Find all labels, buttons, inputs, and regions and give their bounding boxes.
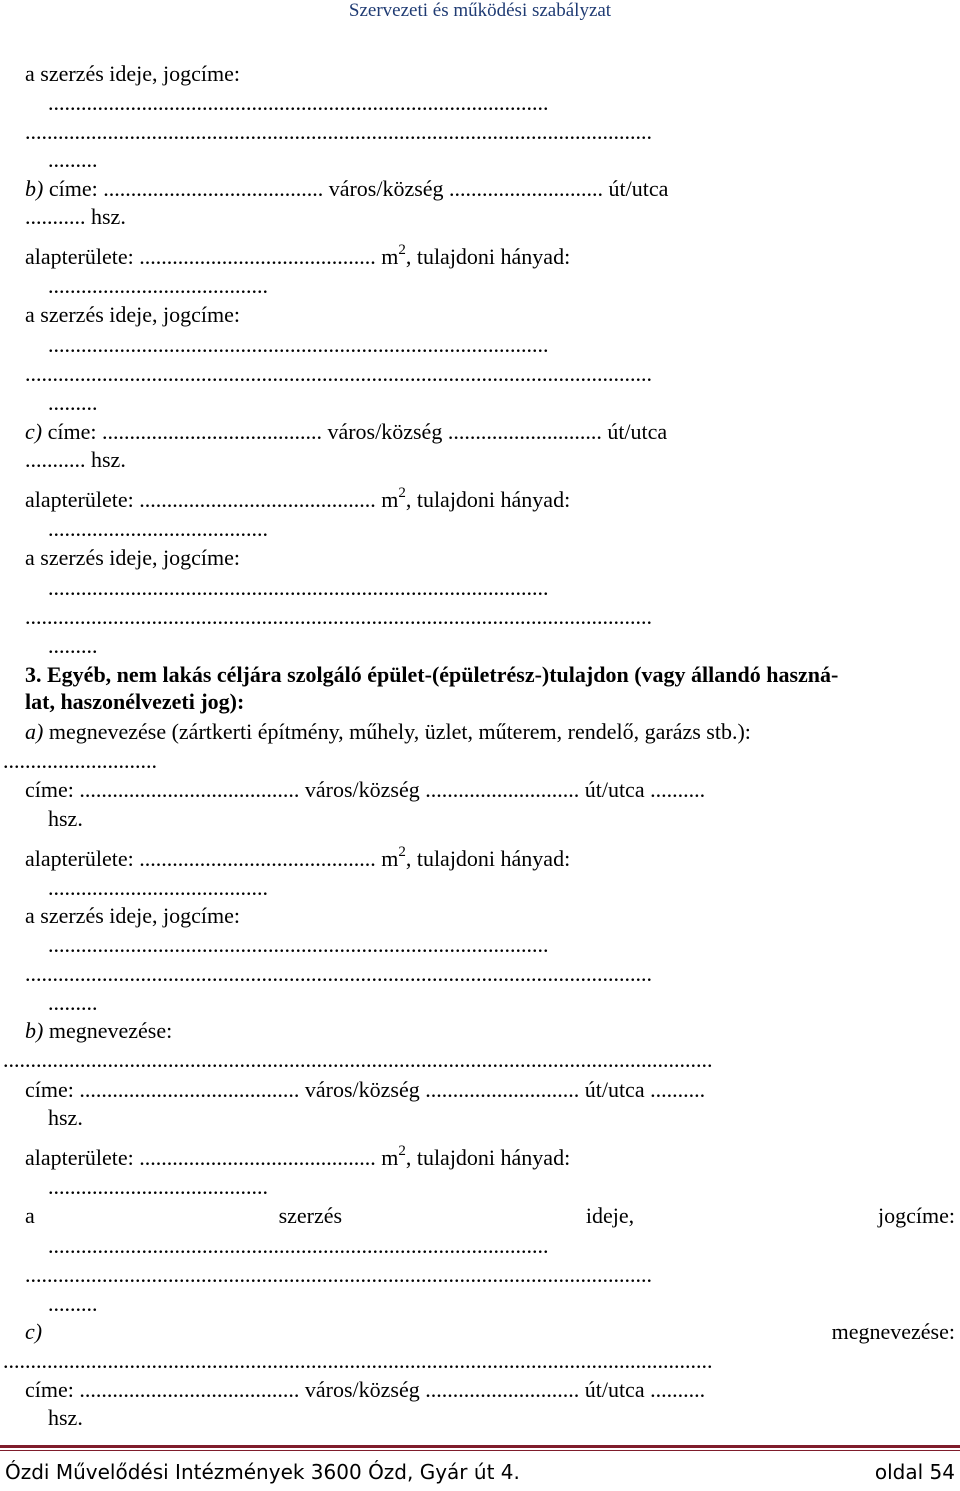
area-text: alapterülete: ........................................... m <box>25 244 399 269</box>
superscript: 2 <box>398 242 406 258</box>
area-line <box>25 845 570 873</box>
share-text: , tulajdoni hányad: <box>405 487 571 512</box>
item-label-c: c) <box>25 419 43 444</box>
dotted-line: ................................................................................................................................. <box>3 1047 713 1072</box>
footer-rule-thin <box>0 1450 960 1451</box>
dotted-line: ............................ <box>3 748 157 773</box>
address-line-b <box>25 175 668 203</box>
address-text: címe: ........................................ város/község ............................ út/utca <box>42 419 668 444</box>
dotted-line: .................................................................................................................. <box>25 604 652 629</box>
superscript: 2 <box>398 1143 406 1159</box>
dotted-line: ........................................ <box>48 516 268 541</box>
word: szerzés <box>278 1203 343 1228</box>
dotted-line: ........................................................................................... <box>48 332 549 357</box>
dotted-line: ........................................................................................... <box>48 932 549 957</box>
area-line <box>25 243 570 271</box>
dotted-line: ........................................ <box>48 1174 268 1199</box>
area-line <box>25 1144 570 1172</box>
text-line: a szerzés ideje, jogcíme: <box>25 903 241 928</box>
dotted-line: .................................................................................................................. <box>25 119 652 144</box>
superscript: 2 <box>398 844 406 860</box>
address-text: címe: ........................................ város/község ............................ út/utca <box>43 176 669 201</box>
share-text: , tulajdoni hányad: <box>405 846 571 871</box>
item-label-b: b) <box>25 1018 44 1043</box>
address-line: címe: ........................................ város/község ............................ út/utca .......... <box>25 777 706 802</box>
item-b-text: megnevezése: <box>43 1018 173 1043</box>
item-a-text: megnevezése (zártkerti építmény, műhely, üzlet, műterem, rendelő, garázs stb.): <box>43 719 751 744</box>
dotted-line: ........................................................................................... <box>48 575 549 600</box>
text-line: hsz. <box>48 1105 83 1130</box>
area-text: alapterülete: ........................................... m <box>25 1145 399 1170</box>
area-text: alapterülete: ........................................... m <box>25 846 399 871</box>
dotted-line: ......... <box>48 990 98 1015</box>
dotted-line: .................................................................................................................. <box>25 1262 652 1287</box>
justified-line <box>25 1202 955 1230</box>
dotted-line: ........................................ <box>48 875 268 900</box>
address-line-c <box>25 418 667 446</box>
superscript: 2 <box>398 485 406 501</box>
dotted-line: ........................................................................................... <box>48 90 549 115</box>
dotted-line: ......... <box>48 147 98 172</box>
item-c-line <box>25 1318 955 1346</box>
text-line: a szerzés ideje, jogcíme: <box>25 302 241 327</box>
dotted-line: ......... <box>48 1291 98 1316</box>
item-a-line <box>25 718 751 746</box>
dotted-line: ................................................................................................................................. <box>3 1348 713 1373</box>
section-heading-cont: lat, haszonélvezeti jog): <box>25 689 245 714</box>
dotted-line: ......... <box>48 633 98 658</box>
dotted-line: .................................................................................................................. <box>25 361 652 386</box>
dotted-line: .................................................................................................................. <box>25 961 652 986</box>
word: ideje, <box>585 1203 635 1228</box>
dotted-line: ......... <box>48 390 98 415</box>
item-label-a: a) <box>25 719 44 744</box>
dotted-line: ........................................ <box>48 273 268 298</box>
address-line: címe: ........................................ város/község ............................ út/utca .......... <box>25 1077 706 1102</box>
share-text: , tulajdoni hányad: <box>405 1145 571 1170</box>
address-line: címe: ........................................ város/község ............................ út/utca .......... <box>25 1377 706 1402</box>
item-label-b: b) <box>25 176 44 201</box>
item-c-text: megnevezése: <box>831 1319 955 1344</box>
text-line: ........... hsz. <box>25 204 126 229</box>
dotted-line: ........................................................................................... <box>48 1233 549 1258</box>
text-line: a szerzés ideje, jogcíme: <box>25 61 241 86</box>
item-label-c: c) <box>25 1319 43 1344</box>
area-text: alapterülete: ........................................... m <box>25 487 399 512</box>
text-line: hsz. <box>48 806 83 831</box>
footer-rule-thick <box>0 1445 960 1448</box>
area-line <box>25 486 570 514</box>
word: jogcíme: <box>877 1203 955 1228</box>
footer-page-number: oldal 54 <box>874 1460 955 1484</box>
share-text: , tulajdoni hányad: <box>405 244 571 269</box>
footer-institution: Ózdi Művelődési Intézmények 3600 Ózd, Gyár út 4. <box>5 1460 520 1484</box>
word: a <box>25 1203 35 1228</box>
text-line: hsz. <box>48 1405 83 1430</box>
text-line: ........... hsz. <box>25 447 126 472</box>
text-line: a szerzés ideje, jogcíme: <box>25 545 241 570</box>
item-b-line <box>25 1017 172 1045</box>
section-heading: 3. Egyéb, nem lakás céljára szolgáló épület-(épületrész-)tulajdon (vagy állandó haszná- <box>25 662 839 687</box>
page-header-title: Szervezeti és működési szabályzat <box>348 0 612 21</box>
